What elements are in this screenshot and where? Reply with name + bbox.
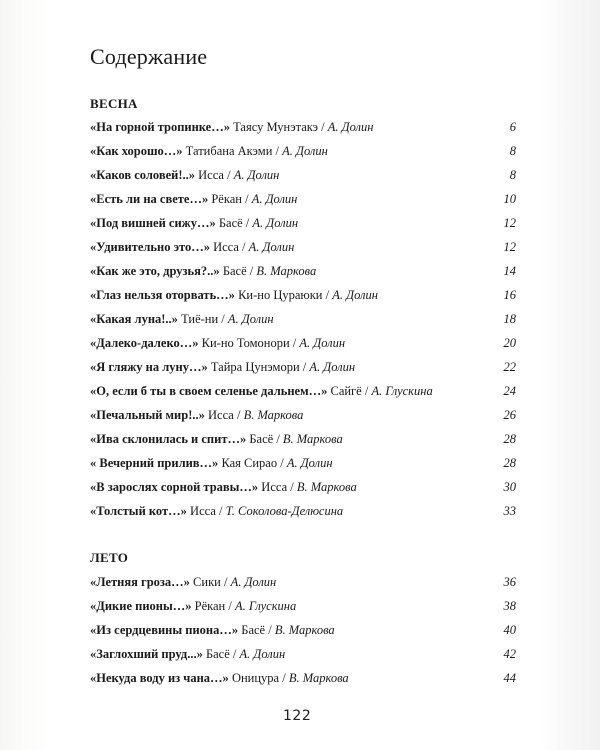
entry-page-number: 16 [503, 288, 516, 302]
entry-page-number: 18 [503, 312, 516, 326]
toc-entry[interactable]: «Толстый кот…» Исса / Т. Соколова-Делюсина 33 [90, 504, 516, 518]
entry-page-number: 22 [503, 360, 516, 374]
entry-author: Кая Сирао [221, 456, 278, 470]
entry-author: Рёкан [194, 599, 226, 613]
entry-translator: В. Маркова [296, 480, 357, 494]
toc-entry[interactable]: «Из сердцевины пиона…» Басё / В. Маркова 40 [90, 623, 516, 637]
entry-page-number: 12 [503, 216, 516, 230]
entry-author: Басё [222, 264, 247, 278]
entry-translator: В. Маркова [282, 432, 343, 446]
entry-author: Таясу Мунэтакэ [233, 120, 319, 134]
entry-page-number: 10 [503, 192, 516, 206]
entry-author: Басё [205, 647, 230, 661]
entry-translator: А. Долин [233, 168, 280, 182]
entry-title: «Некуда воду из чана…» [90, 671, 229, 685]
entry-page-number: 33 [503, 504, 516, 518]
toc-entry[interactable]: «Под вишней сижу…» Басё / А. Долин 12 [90, 216, 516, 230]
entry-translator: А. Долин [227, 312, 274, 326]
entry-page-number: 20 [503, 336, 516, 350]
entry-title: «Заглохший пруд...» [90, 647, 203, 661]
entry-title: «Каков соловей!..» [90, 168, 195, 182]
entry-title: «Летняя гроза…» [90, 575, 190, 589]
entry-author: Рёкан [211, 192, 242, 206]
section-heading-summer: ЛЕТО [90, 550, 129, 565]
entry-author: Исса [198, 168, 224, 182]
entry-author: Тиё-ни [181, 312, 219, 326]
entry-translator: А. Долин [309, 360, 356, 374]
toc-entry[interactable]: «Как хорошо…» Татибана Акэми / А. Долин 8 [90, 144, 516, 158]
entry-title: «На горной тропинке…» [90, 120, 230, 134]
handwritten-page-number: 122 [283, 708, 312, 724]
toc-entry[interactable]: «Летняя гроза…» Сики / А. Долин 36 [90, 575, 516, 589]
toc-entry[interactable]: «Каков соловей!..» Исса / А. Долин 8 [90, 168, 516, 182]
entry-translator: А. Долин [299, 336, 346, 350]
page-title: Содержание [90, 44, 208, 69]
entry-title: «Далеко-далеко…» [90, 336, 199, 350]
entry-page-number: 28 [503, 456, 516, 470]
entry-title: «Из сердцевины пиона…» [90, 623, 239, 637]
entry-translator: А. Долин [282, 144, 328, 158]
entry-translator: А. Долин [251, 192, 298, 206]
entry-page-number: 30 [503, 480, 516, 494]
entry-author: Татибана Акэми [185, 144, 273, 158]
entry-title: «Толстый кот…» [90, 504, 187, 518]
entry-translator: А. Долин [239, 647, 286, 661]
toc-entry[interactable]: «Удивительно это…» Исса / А. Долин 12 [90, 240, 516, 254]
entry-page-number: 8 [509, 144, 516, 158]
entry-page-number: 6 [509, 120, 516, 134]
entry-title: «В зарослях сорной травы…» [90, 480, 259, 494]
entry-title: «Удивительно это…» [90, 240, 210, 254]
entry-title: «Дикие пионы…» [90, 599, 192, 613]
toc-entry[interactable]: «Некуда воду из чана…» Оницура / В. Маркова 44 [90, 671, 516, 685]
entry-author: Сики [193, 575, 221, 589]
entry-page-number: 42 [503, 647, 516, 661]
entry-translator: В. Маркова [274, 623, 335, 637]
toc-entry[interactable]: «Есть ли на свете…» Рёкан / А. Долин 10 [90, 192, 516, 206]
toc-entry[interactable]: «Глаз нельзя оторвать…» Ки-но Цураюки / А. Долин 16 [90, 288, 516, 302]
entry-title: «Ива склонилась и спит…» [90, 432, 247, 446]
toc-entry[interactable]: « Вечерний прилив…» Кая Сирао / А. Долин 28 [90, 456, 516, 470]
entry-author: Ки-но Цураюки [238, 288, 323, 302]
entry-translator: Т. Соколова-Делюсина [225, 504, 344, 518]
toc-entry[interactable]: «В зарослях сорной травы…» Исса / В. Маркова 30 [90, 480, 516, 494]
entry-translator: В. Маркова [243, 408, 304, 422]
entry-title: «Глаз нельзя оторвать…» [90, 288, 235, 302]
toc-entry[interactable]: «Ива склонилась и спит…» Басё / В. Маркова 28 [90, 432, 516, 446]
toc-entry[interactable]: «О, если б ты в своем селенье дальнем…» Сайгё / А. Глускина 24 [90, 384, 516, 398]
entry-author: Исса [261, 480, 288, 494]
toc-entry[interactable]: «Как же это, друзья?..» Басё / В. Маркова 14 [90, 264, 516, 278]
entry-title: «Как же это, друзья?..» [90, 264, 220, 278]
toc-entry[interactable]: «На горной тропинке…» Таясу Мунэтакэ / А. Долин 6 [90, 120, 516, 134]
entry-author: Тайра Цунэмори [210, 360, 300, 374]
entry-translator: В. Маркова [288, 671, 349, 685]
entry-page-number: 44 [503, 671, 516, 685]
entry-translator: А. Долин [248, 240, 295, 254]
entry-translator: А. Долин [252, 216, 299, 230]
entry-author: Исса [213, 240, 239, 254]
entry-translator: А. Долин [286, 456, 333, 470]
toc-entry[interactable]: «Дикие пионы…» Рёкан / А. Глускина 38 [90, 599, 516, 613]
entry-author: Оницура [231, 671, 280, 685]
entry-author: Басё [249, 432, 274, 446]
toc-entry[interactable]: «Какая луна!..» Тиё-ни / А. Долин 18 [90, 312, 516, 326]
entry-page-number: 24 [503, 384, 516, 398]
toc-entry[interactable]: «Заглохший пруд...» Басё / А. Долин 42 [90, 647, 516, 661]
entry-title: «Печальный мир!..» [90, 408, 205, 422]
entry-page-number: 26 [503, 408, 516, 422]
entry-title: «Какая луна!..» [90, 312, 178, 326]
entry-author: Исса [190, 504, 216, 518]
toc-entry[interactable]: «Далеко-далеко…» Ки-но Томонори / А. Долин 20 [90, 336, 516, 350]
entry-page-number: 14 [503, 264, 516, 278]
entry-translator: А. Глускина [371, 384, 433, 398]
entry-translator: А. Долин [332, 288, 378, 302]
entry-page-number: 8 [509, 168, 516, 182]
entry-title: «Под вишней сижу…» [90, 216, 216, 230]
entry-title: «Я гляжу на луну…» [90, 360, 208, 374]
entry-page-number: 36 [503, 575, 516, 589]
entry-translator: А. Долин [230, 575, 277, 589]
entry-page-number: 12 [503, 240, 516, 254]
section-heading-spring: ВЕСНА [90, 96, 138, 111]
toc-entry[interactable]: «Я гляжу на луну…» Тайра Цунэмори / А. Долин 22 [90, 360, 516, 374]
entry-page-number: 28 [503, 432, 516, 446]
entry-title: « Вечерний прилив…» [90, 456, 219, 470]
entry-author: Сайгё [330, 384, 362, 398]
entry-translator: А. Глускина [234, 599, 297, 613]
entry-author: Басё [241, 623, 266, 637]
entry-translator: А. Долин [327, 120, 374, 134]
entry-page-number: 38 [503, 599, 516, 613]
entry-title: «Как хорошо…» [90, 144, 183, 158]
entry-author: Ки-но Томонори [201, 336, 290, 350]
toc-entry[interactable]: «Печальный мир!..» Исса / В. Маркова 26 [90, 408, 516, 422]
entry-author: Басё [218, 216, 243, 230]
entry-page-number: 40 [503, 623, 516, 637]
entry-author: Исса [208, 408, 234, 422]
entry-title: «О, если б ты в своем селенье дальнем…» [90, 384, 328, 398]
entry-translator: В. Маркова [256, 264, 317, 278]
entry-title: «Есть ли на свете…» [90, 192, 209, 206]
